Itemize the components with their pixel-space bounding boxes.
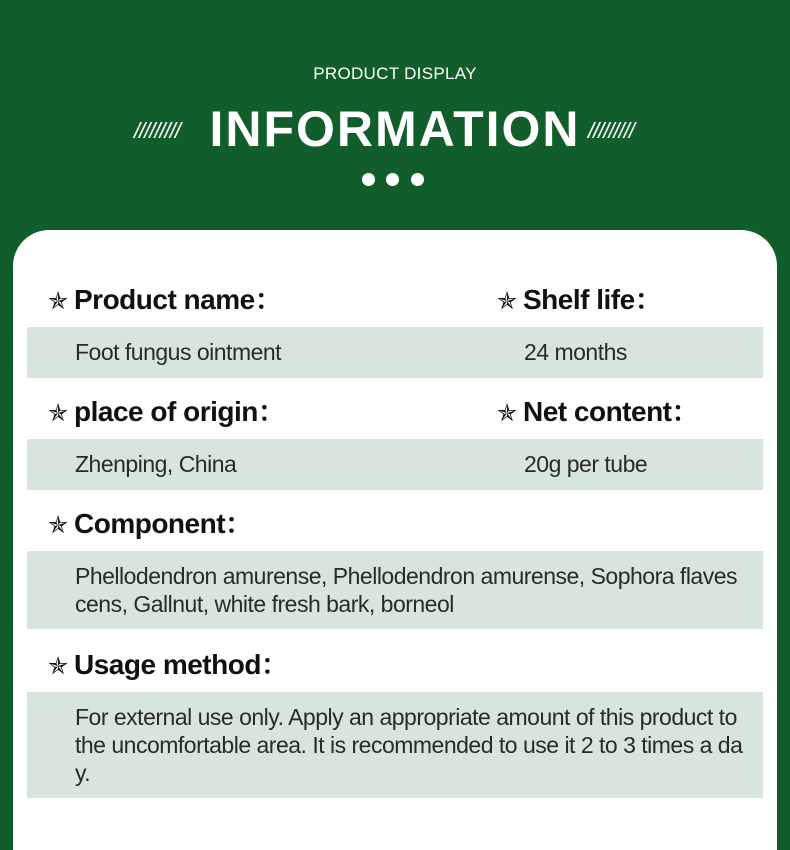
star-icon: ✯ xyxy=(497,288,517,315)
product-name-label xyxy=(48,278,282,318)
star-icon: ✯ xyxy=(48,288,68,315)
star-icon: ✯ xyxy=(48,400,68,427)
dot-icon xyxy=(362,173,375,186)
shelf-life-label-text: Shelf life： xyxy=(523,284,663,315)
page-title: INFORMATION xyxy=(209,101,581,157)
info-card xyxy=(13,230,777,850)
dot-icon xyxy=(411,173,424,186)
shelf-life-value: 24 months xyxy=(524,339,627,365)
usage-method-value: For external use only. Apply an appropriate amount of this product to the uncomfortable area. It is recommended to use it 2 to 3 times a day. xyxy=(75,704,743,786)
usage-method-label-text: Usage method： xyxy=(74,649,289,680)
net-content-value: 20g per tube xyxy=(524,451,648,477)
left-slash-decoration: ///////// xyxy=(134,118,181,143)
star-icon: ✯ xyxy=(48,512,68,539)
shelf-life-label xyxy=(497,278,662,318)
dot-icon xyxy=(386,173,399,186)
component-value: Phellodendron amurense, Phellodendron amurense, Sophora flavescens, Gallnut, white fresh bark, borneol xyxy=(75,563,738,617)
header xyxy=(0,0,790,230)
place-of-origin-label xyxy=(48,390,285,430)
usage-method-label xyxy=(48,643,288,683)
star-icon: ✯ xyxy=(48,653,68,680)
component-label-text: Component： xyxy=(74,508,253,539)
place-of-origin-label-text: place of origin： xyxy=(74,396,286,427)
star-icon: ✯ xyxy=(497,400,517,427)
net-content-label-text: Net content： xyxy=(523,396,700,427)
net-content-label xyxy=(497,390,699,430)
component-label xyxy=(48,502,253,542)
dot-decoration xyxy=(362,173,428,189)
right-slash-decoration: ///////// xyxy=(588,118,635,143)
product-name-value: Foot fungus ointment xyxy=(75,339,282,365)
header-subtitle: PRODUCT DISPLAY xyxy=(313,64,477,83)
product-name-label-text: Product name： xyxy=(74,284,283,315)
place-of-origin-value: Zhenping, China xyxy=(75,451,237,477)
